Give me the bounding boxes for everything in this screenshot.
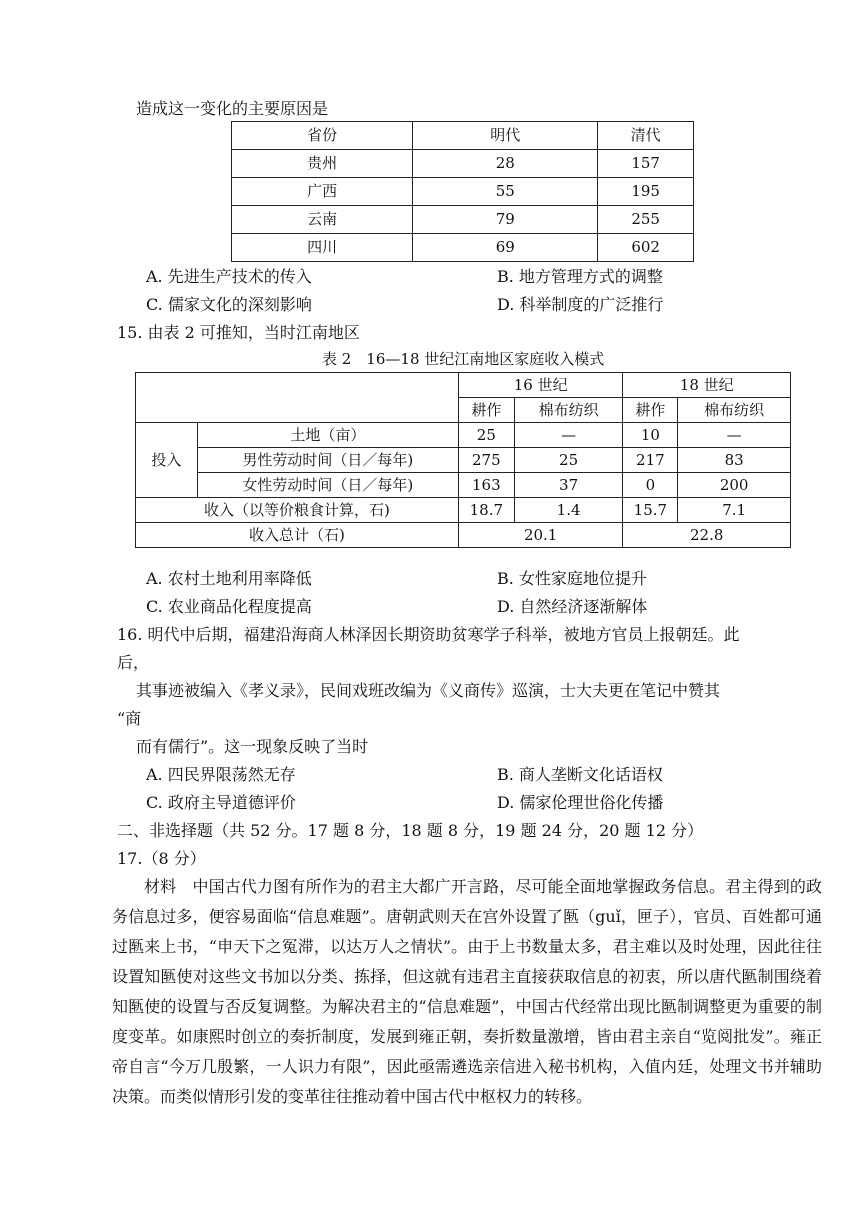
header-cell: 棉布纺织 xyxy=(514,398,623,423)
q16-option-a[interactable]: A. 四民界限荡然无存 xyxy=(146,765,296,784)
q14-option-c[interactable]: C. 儒家文化的深刻影响 xyxy=(146,295,312,314)
table-cell: 四川 xyxy=(232,234,413,262)
table-cell: 贵州 xyxy=(232,150,413,178)
table-cell: 15.7 xyxy=(623,498,678,523)
header-cell: 省份 xyxy=(232,122,413,150)
table-cell: 10 xyxy=(623,423,678,448)
row-label: 女性劳动时间（日／每年) xyxy=(197,473,458,498)
table-row xyxy=(136,473,791,498)
q15-option-c[interactable]: C. 农业商品化程度提高 xyxy=(146,597,312,616)
q16-option-b[interactable]: B. 商人垄断文化话语权 xyxy=(497,765,663,784)
table-cell: 79 xyxy=(413,206,598,234)
q16-line-2: 其事迹被编入《孝义录》，民间戏班改编为《义商传》巡演，士大夫更在笔记中赞其 xyxy=(136,681,721,700)
q16-line-3: 而有儒行”。这一现象反映了当时 xyxy=(136,737,369,756)
q15-stem: 15. 由表 2 可推知，当时江南地区 xyxy=(117,323,360,342)
province-table xyxy=(231,121,694,262)
table-cell: 69 xyxy=(413,234,598,262)
header-cell: 耕作 xyxy=(623,398,678,423)
table-cell: 28 xyxy=(413,150,598,178)
table-cell: 18.7 xyxy=(458,498,514,523)
table-cell: 云南 xyxy=(232,206,413,234)
table-cell: — xyxy=(514,423,623,448)
q14-option-a[interactable]: A. 先进生产技术的传入 xyxy=(146,267,312,286)
table-cell: 广西 xyxy=(232,178,413,206)
table-row xyxy=(232,206,694,234)
table-cell: 25 xyxy=(458,423,514,448)
table-cell: 55 xyxy=(413,178,598,206)
q16-line-2-wrap: “商 xyxy=(117,709,142,728)
table-cell: 20.1 xyxy=(458,523,623,548)
section-heading: 二、非选择题（共 52 分。17 题 8 分，18 题 8 分，19 题 24 分，20 题 12 分） xyxy=(117,821,704,840)
table-cell: 37 xyxy=(514,473,623,498)
table-cell: — xyxy=(678,423,791,448)
row-label: 土地（亩） xyxy=(197,423,458,448)
row-label: 男性劳动时间（日／每年) xyxy=(197,448,458,473)
table-cell: 195 xyxy=(598,178,694,206)
table-cell: 217 xyxy=(623,448,678,473)
q16-option-c[interactable]: C. 政府主导道德评价 xyxy=(146,793,296,812)
row-label: 收入（以等价粮食计算，石) xyxy=(136,498,459,523)
row-group-label: 投入 xyxy=(136,423,198,498)
q15-option-d[interactable]: D. 自然经济逐渐解体 xyxy=(497,597,648,616)
table-cell: 275 xyxy=(458,448,514,473)
q16-line-1-wrap: 后， xyxy=(117,653,150,672)
table-cell: 0 xyxy=(623,473,678,498)
header-cell: 清代 xyxy=(598,122,694,150)
q16-line-1: 16. 明代中后期，福建沿海商人林泽因长期资助贫寒学子科举，被地方官员上报朝廷。此 xyxy=(117,625,740,644)
q16-option-d[interactable]: D. 儒家伦理世俗化传播 xyxy=(497,793,664,812)
q17-material: 材料 中国古代力图有所作为的君主大都广开言路，尽可能全面地掌握政务信息。君主得到的政务信息过多，便容易面临“信息难题”。唐朝武则天在宫外设置了匦（guǐ，匣子），官员、百姓都可通过匦来上书，“申天下之冤滞，以达万人之情状”。由于上书数量太多，君主难以及时处理，因此往往设置知匦使对这些文书加以分类、拣择，但这就有违君主直接获取信息的初衷，所以唐代匦制围绕着知匦使的设置与否反复调整。为解决君主的“信息难题”，中国古代经常出现比匦制调整更为重要的制度变革。如康熙时创立的奏折制度，发展到雍正朝，奏折数量激增，皆由君主亲自“览阅批发”。雍正帝自言“今万几殷繁，一人识力有限”，因此亟需遴选亲信进入秘书机构，入值内廷，处理文书并辅助决策。而类似情形引发的变革往往推动着中国古代中枢权力的转移。 xyxy=(112,877,822,1106)
table-row xyxy=(136,523,791,548)
table-cell: 7.1 xyxy=(678,498,791,523)
table-row xyxy=(136,448,791,473)
income-table xyxy=(135,372,791,548)
table-row xyxy=(136,423,791,448)
table-header-row xyxy=(136,373,791,398)
table-row xyxy=(232,234,694,262)
header-cell: 18 世纪 xyxy=(623,373,791,398)
q15-option-a[interactable]: A. 农村土地利用率降低 xyxy=(146,569,312,588)
header-cell: 明代 xyxy=(413,122,598,150)
corner-cell xyxy=(136,373,459,423)
table-caption: 表 2 16—18 世纪江南地区家庭收入模式 xyxy=(322,350,605,368)
row-label: 收入总计（石) xyxy=(136,523,459,548)
table-cell: 200 xyxy=(678,473,791,498)
header-cell: 耕作 xyxy=(458,398,514,423)
table-cell: 602 xyxy=(598,234,694,262)
q14-option-d[interactable]: D. 科举制度的广泛推行 xyxy=(497,295,664,314)
header-cell: 16 世纪 xyxy=(458,373,623,398)
q14-stem-tail: 造成这一变化的主要原因是 xyxy=(136,99,329,118)
q17-heading: 17.（8 分） xyxy=(117,849,206,868)
table-cell: 1.4 xyxy=(514,498,623,523)
table-cell: 255 xyxy=(598,206,694,234)
table-row xyxy=(232,150,694,178)
q15-option-b[interactable]: B. 女性家庭地位提升 xyxy=(497,569,647,588)
q14-option-b[interactable]: B. 地方管理方式的调整 xyxy=(497,267,663,286)
table-header-row xyxy=(232,122,694,150)
table-row xyxy=(232,178,694,206)
table-cell: 83 xyxy=(678,448,791,473)
table-cell: 163 xyxy=(458,473,514,498)
table-cell: 22.8 xyxy=(623,523,791,548)
table-row xyxy=(136,498,791,523)
table-cell: 25 xyxy=(514,448,623,473)
header-cell: 棉布纺织 xyxy=(678,398,791,423)
table-cell: 157 xyxy=(598,150,694,178)
